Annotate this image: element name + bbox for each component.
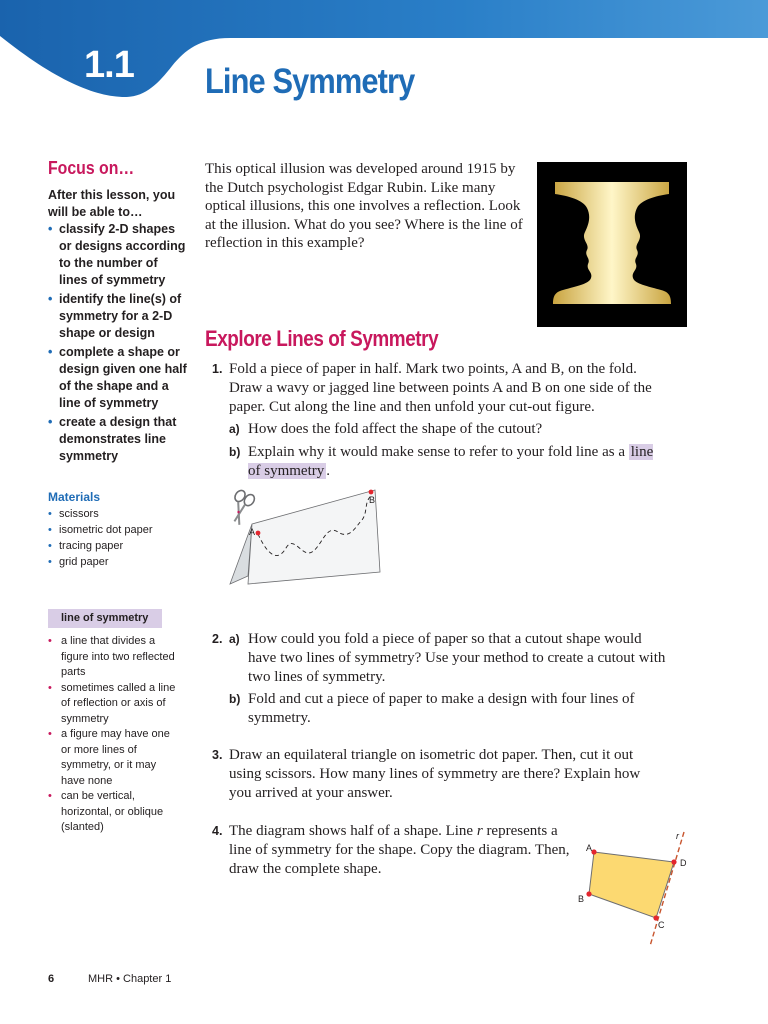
materials-list xyxy=(48,506,188,570)
materials-panel xyxy=(48,490,188,570)
materials-item: • tracing paper xyxy=(48,538,188,554)
focus-panel xyxy=(48,158,188,467)
vertex-b-label: B xyxy=(578,894,585,904)
materials-item: • grid paper xyxy=(48,554,188,570)
intro-paragraph: This optical illusion was developed around 1915 by the Dutch psychologist Edgar Rubin. Like many optical illusions, this one involves a reflection. Look at the illusion. What do you see? Where is the line of reflection in this example? xyxy=(205,161,523,251)
glossary-list xyxy=(48,634,176,836)
point-a-marker xyxy=(256,531,261,536)
glossary-term: line of symmetry xyxy=(48,609,162,628)
vertex-a-label: A xyxy=(586,843,593,853)
question-1b-body: Explain why it would make sense to refer to your fold line as a xyxy=(248,444,625,460)
focus-intro: After this lesson, you will be able to… xyxy=(48,188,176,219)
focus-list xyxy=(48,221,188,465)
question-1-number: 1. xyxy=(212,362,223,376)
question-4-text xyxy=(229,822,574,879)
vertex-d-label: D xyxy=(680,858,687,868)
question-2b-label: b) xyxy=(229,692,241,706)
focus-item: • classify 2-D shapes or designs according to the number of lines of symmetry xyxy=(48,221,188,289)
question-1b-label: b) xyxy=(229,445,241,459)
question-2b-text: Fold and cut a piece of paper to make a design with four lines of symmetry. xyxy=(248,691,635,726)
point-b-marker xyxy=(369,490,374,495)
question-2-number: 2. xyxy=(212,632,223,646)
glossary-item: • can be vertical, horizontal, or oblique (slanted) xyxy=(48,789,176,836)
question-2a-label: a) xyxy=(229,632,240,646)
line-of-symmetry-term: line of symmetry xyxy=(248,444,654,479)
focus-item: • complete a shape or design given one half of the shape and a line of symmetry xyxy=(48,344,188,412)
scissors-icon xyxy=(228,487,258,525)
question-1b-end: . xyxy=(326,463,330,479)
footer-chapter: MHR • Chapter 1 xyxy=(88,973,172,985)
glossary-item: • a line that divides a figure into two reflected parts xyxy=(48,634,176,681)
focus-item: • identify the line(s) of symmetry for a 2-D shape or design xyxy=(48,291,188,342)
question-1a-text: How does the fold affect the shape of the cutout? xyxy=(248,421,543,437)
question-4-body-start: The diagram shows half of a shape. Line xyxy=(229,823,477,839)
question-4-body-end: represents a line of symmetry for the shape. Copy the diagram. Then, draw the complete shape. xyxy=(229,823,570,877)
focus-item: • create a design that demonstrates line symmetry xyxy=(48,414,188,465)
point-b-label: B xyxy=(369,495,376,505)
half-shape-figure xyxy=(572,826,698,950)
materials-item: • scissors xyxy=(48,506,188,522)
materials-heading: Materials xyxy=(48,490,101,504)
folded-paper-figure xyxy=(228,486,398,590)
page-title: Line Symmetry xyxy=(205,62,415,101)
question-3-text: Draw an equilateral triangle on isometric dot paper. Then, cut it out using scissors. How many lines of symmetry are there? Explain how you arrived at your answer. xyxy=(229,747,641,801)
glossary-box xyxy=(48,608,176,836)
section-number: 1.1 xyxy=(84,44,134,86)
explore-heading: Explore Lines of Symmetry xyxy=(205,326,439,351)
point-a-label: A xyxy=(249,527,256,537)
question-1b-text xyxy=(248,443,668,481)
question-4-number: 4. xyxy=(212,824,223,838)
glossary-item: • sometimes called a line of reflection or axis of symmetry xyxy=(48,681,176,728)
line-r-name: r xyxy=(476,823,483,839)
materials-item: • isometric dot paper xyxy=(48,522,188,538)
rubin-vase-image xyxy=(537,162,687,327)
question-3-number: 3. xyxy=(212,748,223,762)
question-2a-text: How could you fold a piece of paper so that a cutout shape would have two lines of symmetry? Use your method to create a cutout with two lines of symmetry. xyxy=(248,631,666,685)
focus-heading: Focus on… xyxy=(48,158,135,178)
question-1a-label: a) xyxy=(229,422,240,436)
page-number: 6 xyxy=(48,973,55,985)
half-shape xyxy=(589,852,674,918)
vertex-c-label: C xyxy=(658,920,665,930)
question-1-text: Fold a piece of paper in half. Mark two points, A and B, on the fold. Draw a wavy or jagged line between points A and B on one side of the paper. Cut along the line and then unfold your cut-out figure. xyxy=(229,361,652,415)
line-r-label: r xyxy=(676,831,679,841)
glossary-item: • a figure may have one or more lines of symmetry, or it may have none xyxy=(48,727,176,789)
